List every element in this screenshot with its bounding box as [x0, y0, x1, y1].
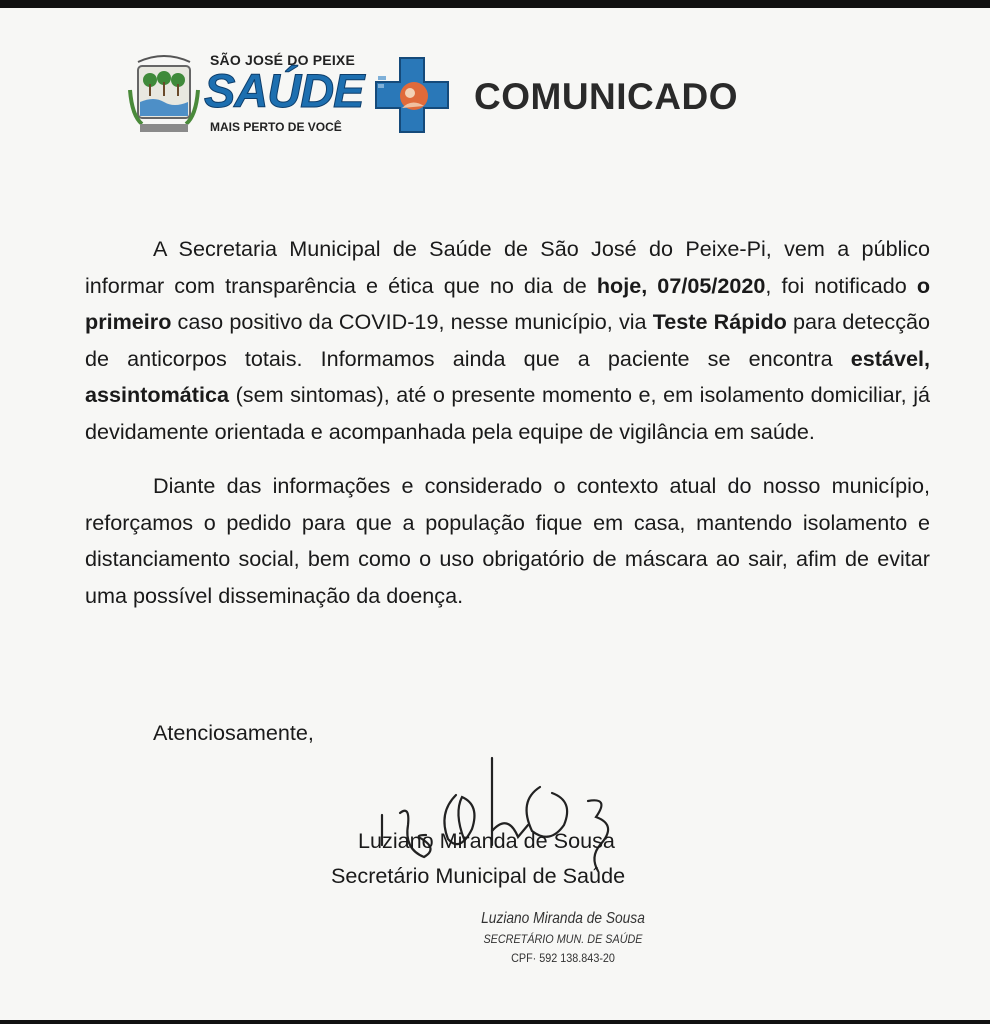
paragraph-2 — [85, 468, 930, 614]
emphasis-text: Teste Rápido — [652, 309, 787, 334]
stamp-cpf: CPF· 592 138.843-20 — [511, 951, 615, 965]
emphasis-text: hoje, 07/05/2020 — [596, 272, 766, 298]
brand-slogan: MAIS PERTO DE VOCÊ — [210, 120, 342, 134]
body-text: A Secretaria Municipal de Saúde de São José do Peixe-Pi, vem a público informar com transparência e ética que no dia de — [85, 236, 930, 298]
stamp-name: Luziano Miranda de Sousa — [481, 910, 645, 927]
brand-city: SÃO JOSÉ DO PEIXE — [210, 52, 355, 68]
emphasis-text: estável, assintomática — [85, 345, 930, 407]
health-cross-icon — [374, 56, 450, 134]
document-page — [0, 8, 990, 1020]
signatory-name: Luziano Miranda de Sousa — [358, 828, 615, 853]
paragraph-1 — [85, 231, 930, 450]
signatory-role: Secretário Municipal de Saúde — [331, 863, 626, 888]
bottom-border — [0, 1020, 990, 1024]
stamp-role: SECRETÁRIO MUN. DE SAÚDE — [483, 932, 643, 946]
body-text: (sem sintomas), até o presente momento e, em isolamento domiciliar, já devidamente orientada e acompanhada pela equipe de vigilância em saúde. — [85, 382, 930, 444]
letterhead — [128, 46, 768, 141]
body-text: caso positivo da COVID-19, nesse município, via — [171, 309, 653, 334]
official-stamp — [448, 910, 678, 965]
health-brand-logo — [204, 52, 374, 136]
brand-name: SAÚDE — [204, 64, 364, 117]
closing-salutation: Atenciosamente, — [153, 720, 314, 745]
emphasis-text: o primeiro — [85, 272, 931, 334]
page-title: COMUNICADO — [474, 76, 738, 117]
body-text: Diante das informações e considerado o contexto atual do nosso município, reforçamos o pedido para que a população fique em casa, mantendo isolamento e distanciamento social, bem como o uso obrigatório de máscara ao sair, afim de evitar uma possível disseminação da doença. — [85, 473, 930, 608]
municipal-crest-icon — [128, 50, 200, 136]
body-text: para detecção de anticorpos totais. Informamos ainda que a paciente se encontra — [85, 309, 931, 371]
announcement-body — [85, 231, 930, 614]
body-text: , foi notificado — [765, 272, 917, 298]
